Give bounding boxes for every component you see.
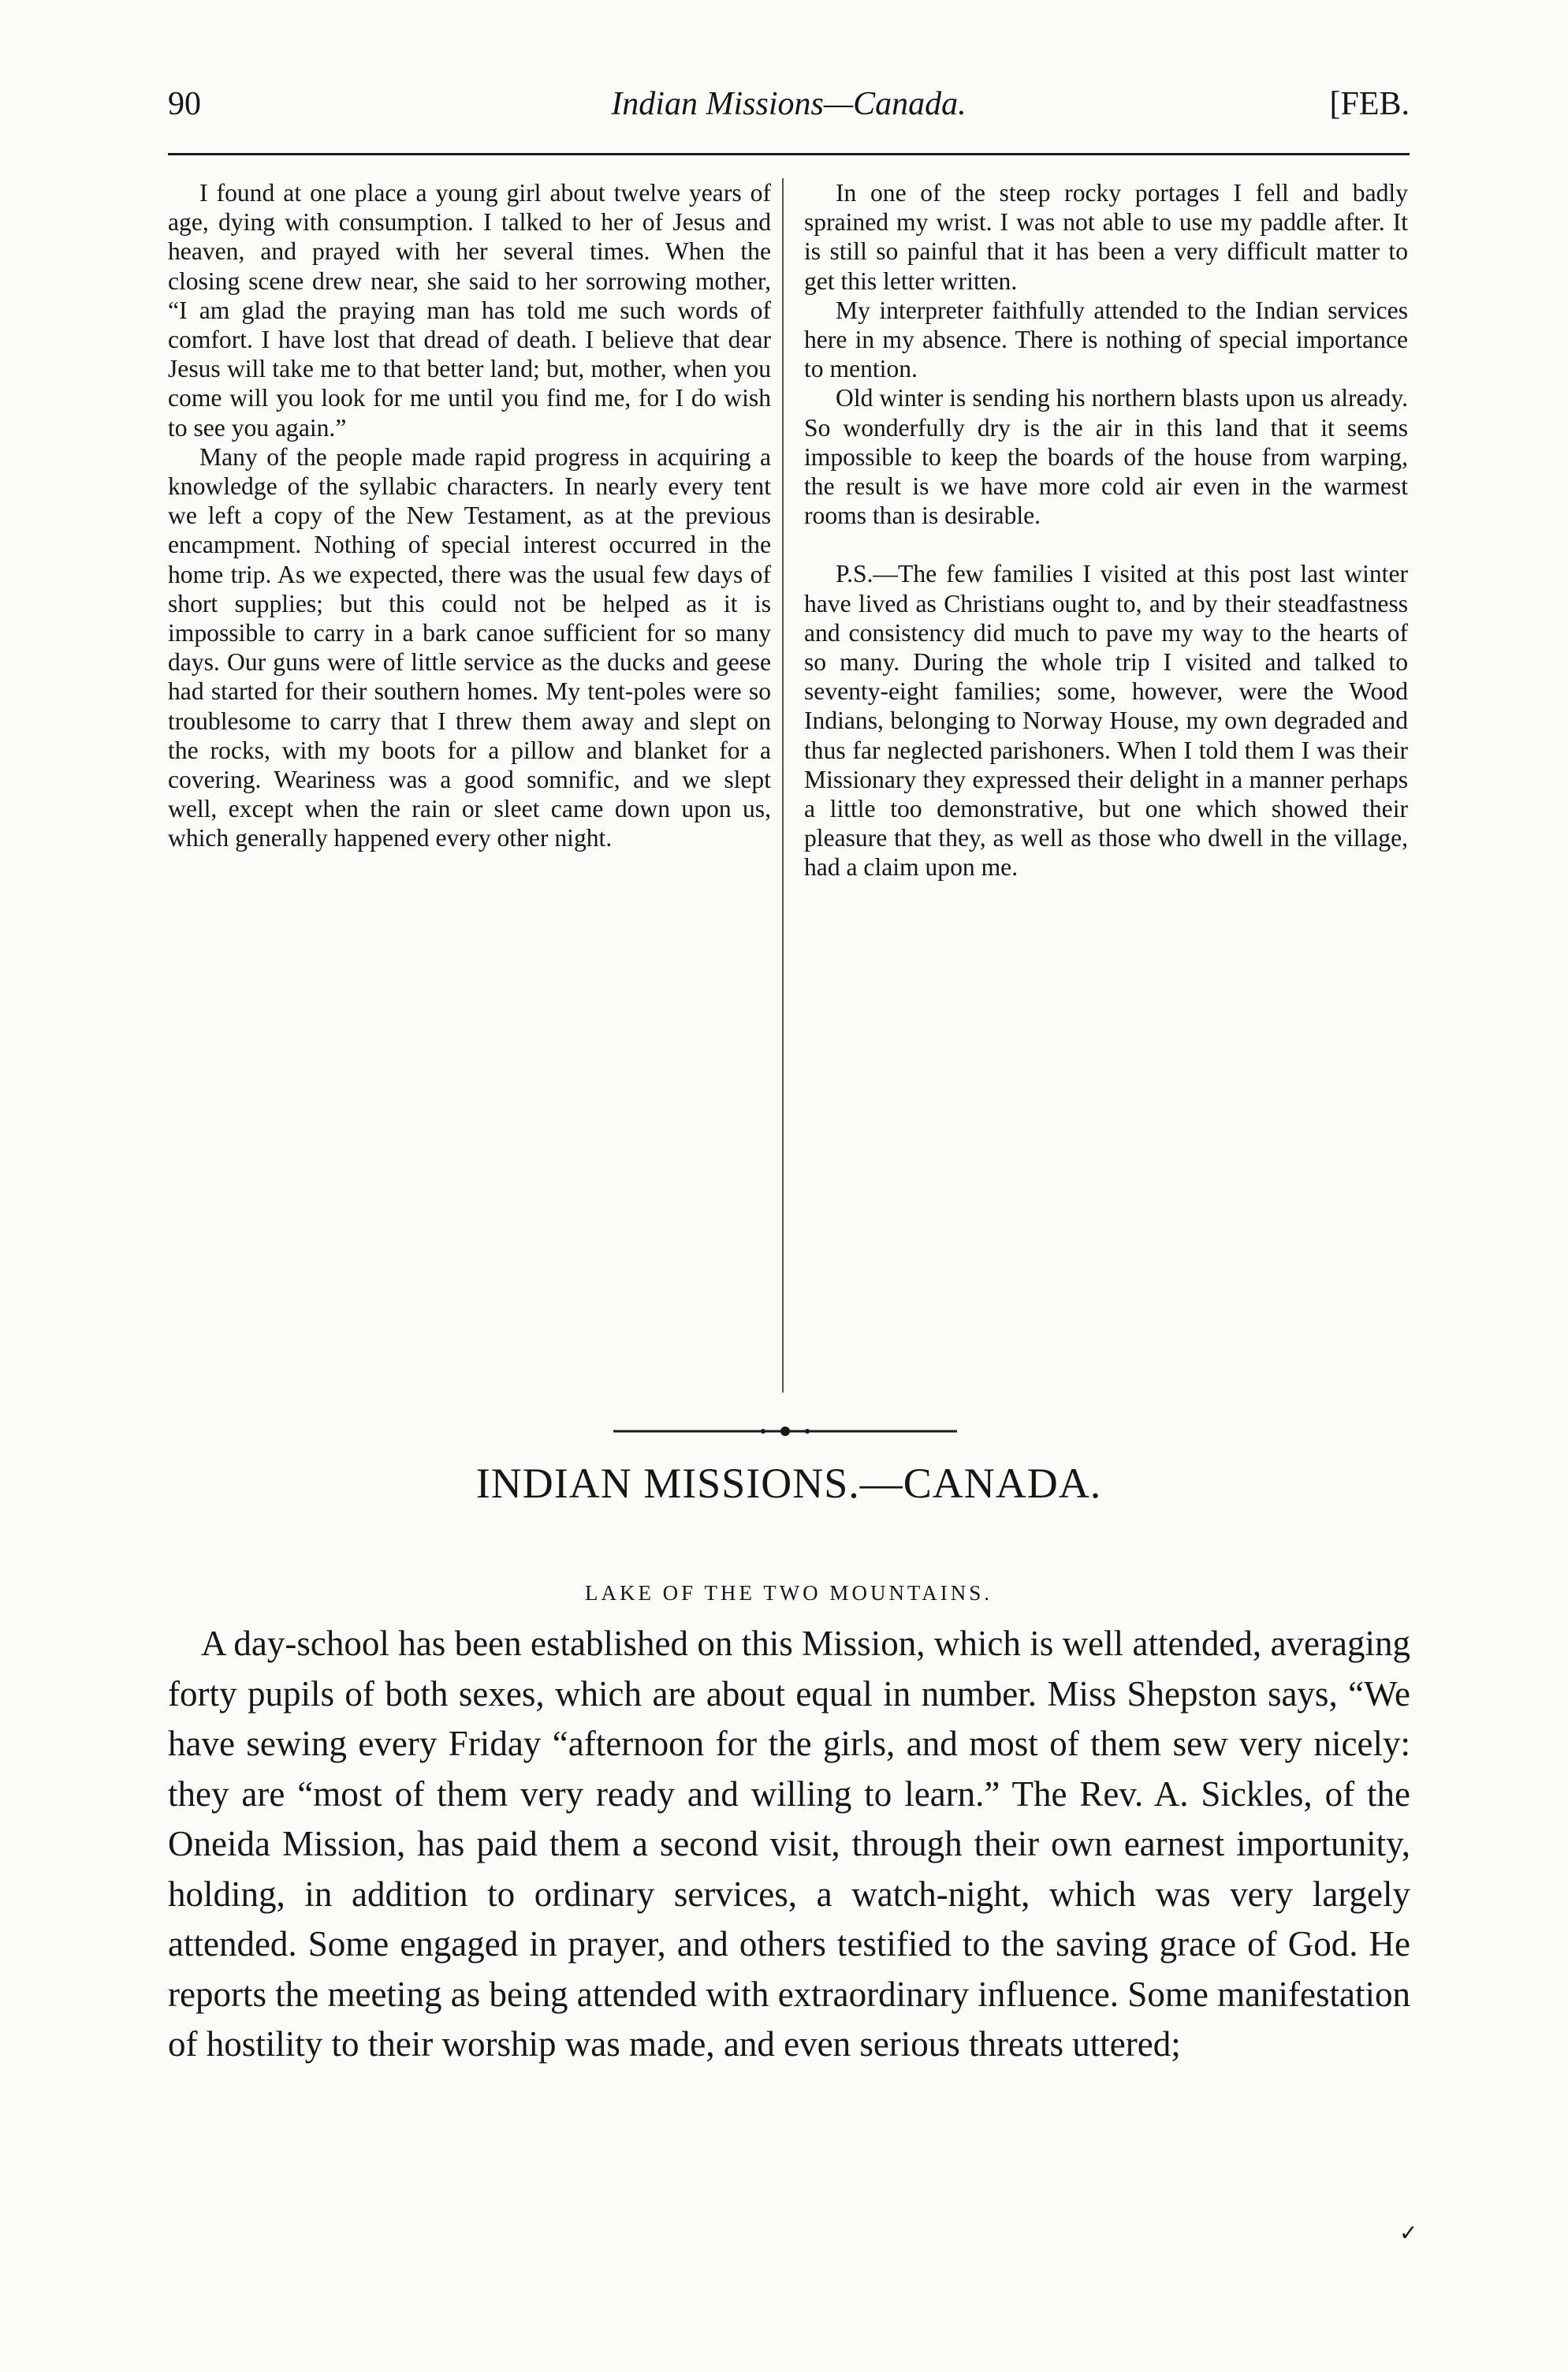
postscript-paragraph: P.S.—The few families I visited at this post last winter have lived as Christians ought to, and by their steadfastness and consistency did much to pave my way to the hearts of so many. During the whole trip I visited and talked to seventy-eight families; some, however, were the Wood Indians, belonging to Norway House, my own degraded and thus far neglected parishoners. When I told them I was their Missionary they expressed their delight in a manner perhaps a little too demonstrative, but one which showed their pleasure that they, as well as those who dwell in the village, had a claim upon me. — [804, 560, 1408, 882]
page-number: 90 — [168, 86, 201, 122]
paragraph: In one of the steep rocky portages I fell and badly sprained my wrist. I was not able to use my paddle after. It is still so painful that it has been a very difficult matter to get this letter written. — [804, 179, 1408, 295]
paragraph: My interpreter faithfully attended to the Indian services here in my absence. There is nothing of special importance to mention. — [804, 296, 1408, 383]
paragraph: I found at one place a young girl about twelve years of age, dying with consumption. I talked to her of Jesus and heaven, and prayed with her several times. When the closing scene drew near, she said to her sorrowing mother, “I am glad the praying man has told me such words of comfort. I have lost that dread of death. I believe that dear Jesus will take me to that better land; but, mother, when you come will you look for me until you find me, for I do wish to see you again.” — [168, 179, 771, 442]
running-head — [168, 85, 1410, 132]
right-column — [804, 178, 1408, 882]
section-title: INDIAN MISSIONS.—CANADA. — [475, 1460, 1102, 1507]
section-body — [168, 1619, 1410, 2070]
running-month: [FEB. — [1329, 86, 1410, 122]
header-rule — [168, 153, 1410, 155]
section-subtitle: LAKE OF THE TWO MOUNTAINS. — [584, 1581, 993, 1605]
column-divider — [782, 178, 784, 1393]
paragraph: Many of the people made rapid progress in acquiring a knowledge of the syllabic characters. In nearly every tent we left a copy of the New Testament, as at the previous encampment. Nothing of special interest occurred in the home trip. As we expected, there was the usual few days of short supplies; but this could not be helped as it is impossible to carry in a bark canoe sufficient for so many days. Our guns were of little service as the ducks and geese had started for their southern homes. My tent-poles were so troublesome to carry that I threw them away and slept on the rocks, with my boots for a pillow and blanket for a covering. Weariness was a good somnific, and we slept well, except when the rain or sleet came down upon us, which generally happened every other night. — [168, 442, 771, 852]
paragraph: A day-school has been established on this Mission, which is well attended, averaging forty pupils of both sexes, which are about equal in number. Miss Shepston says, “We have sewing every Friday “afternoon for the girls, and most of them sew very nicely: they are “most of them very ready and willing to learn.” The Rev. A. Sickles, of the Oneida Mission, has paid them a second visit, through their own earnest importunity, holding, in addition to ordinary services, a watch-night, which was very largely attended. Some engaged in prayer, and others testified to the saving grace of God. He reports the meeting as being attended with extraordinary influence. Some manifestation of hostility to their worship was made, and even serious threats uttered; — [168, 1624, 1410, 2064]
ornament-divider — [605, 1419, 965, 1443]
left-column — [168, 178, 771, 853]
running-title: Indian Missions—Canada. — [611, 86, 966, 122]
footer-mark: ✓ — [1399, 2221, 1418, 2246]
paragraph: Old winter is sending his northern blasts upon us already. So wonderfully dry is the air in this land that it seems impossible to keep the boards of the house from warping, the result is we have more cold air even in the warmest rooms than is desirable. — [804, 384, 1408, 530]
